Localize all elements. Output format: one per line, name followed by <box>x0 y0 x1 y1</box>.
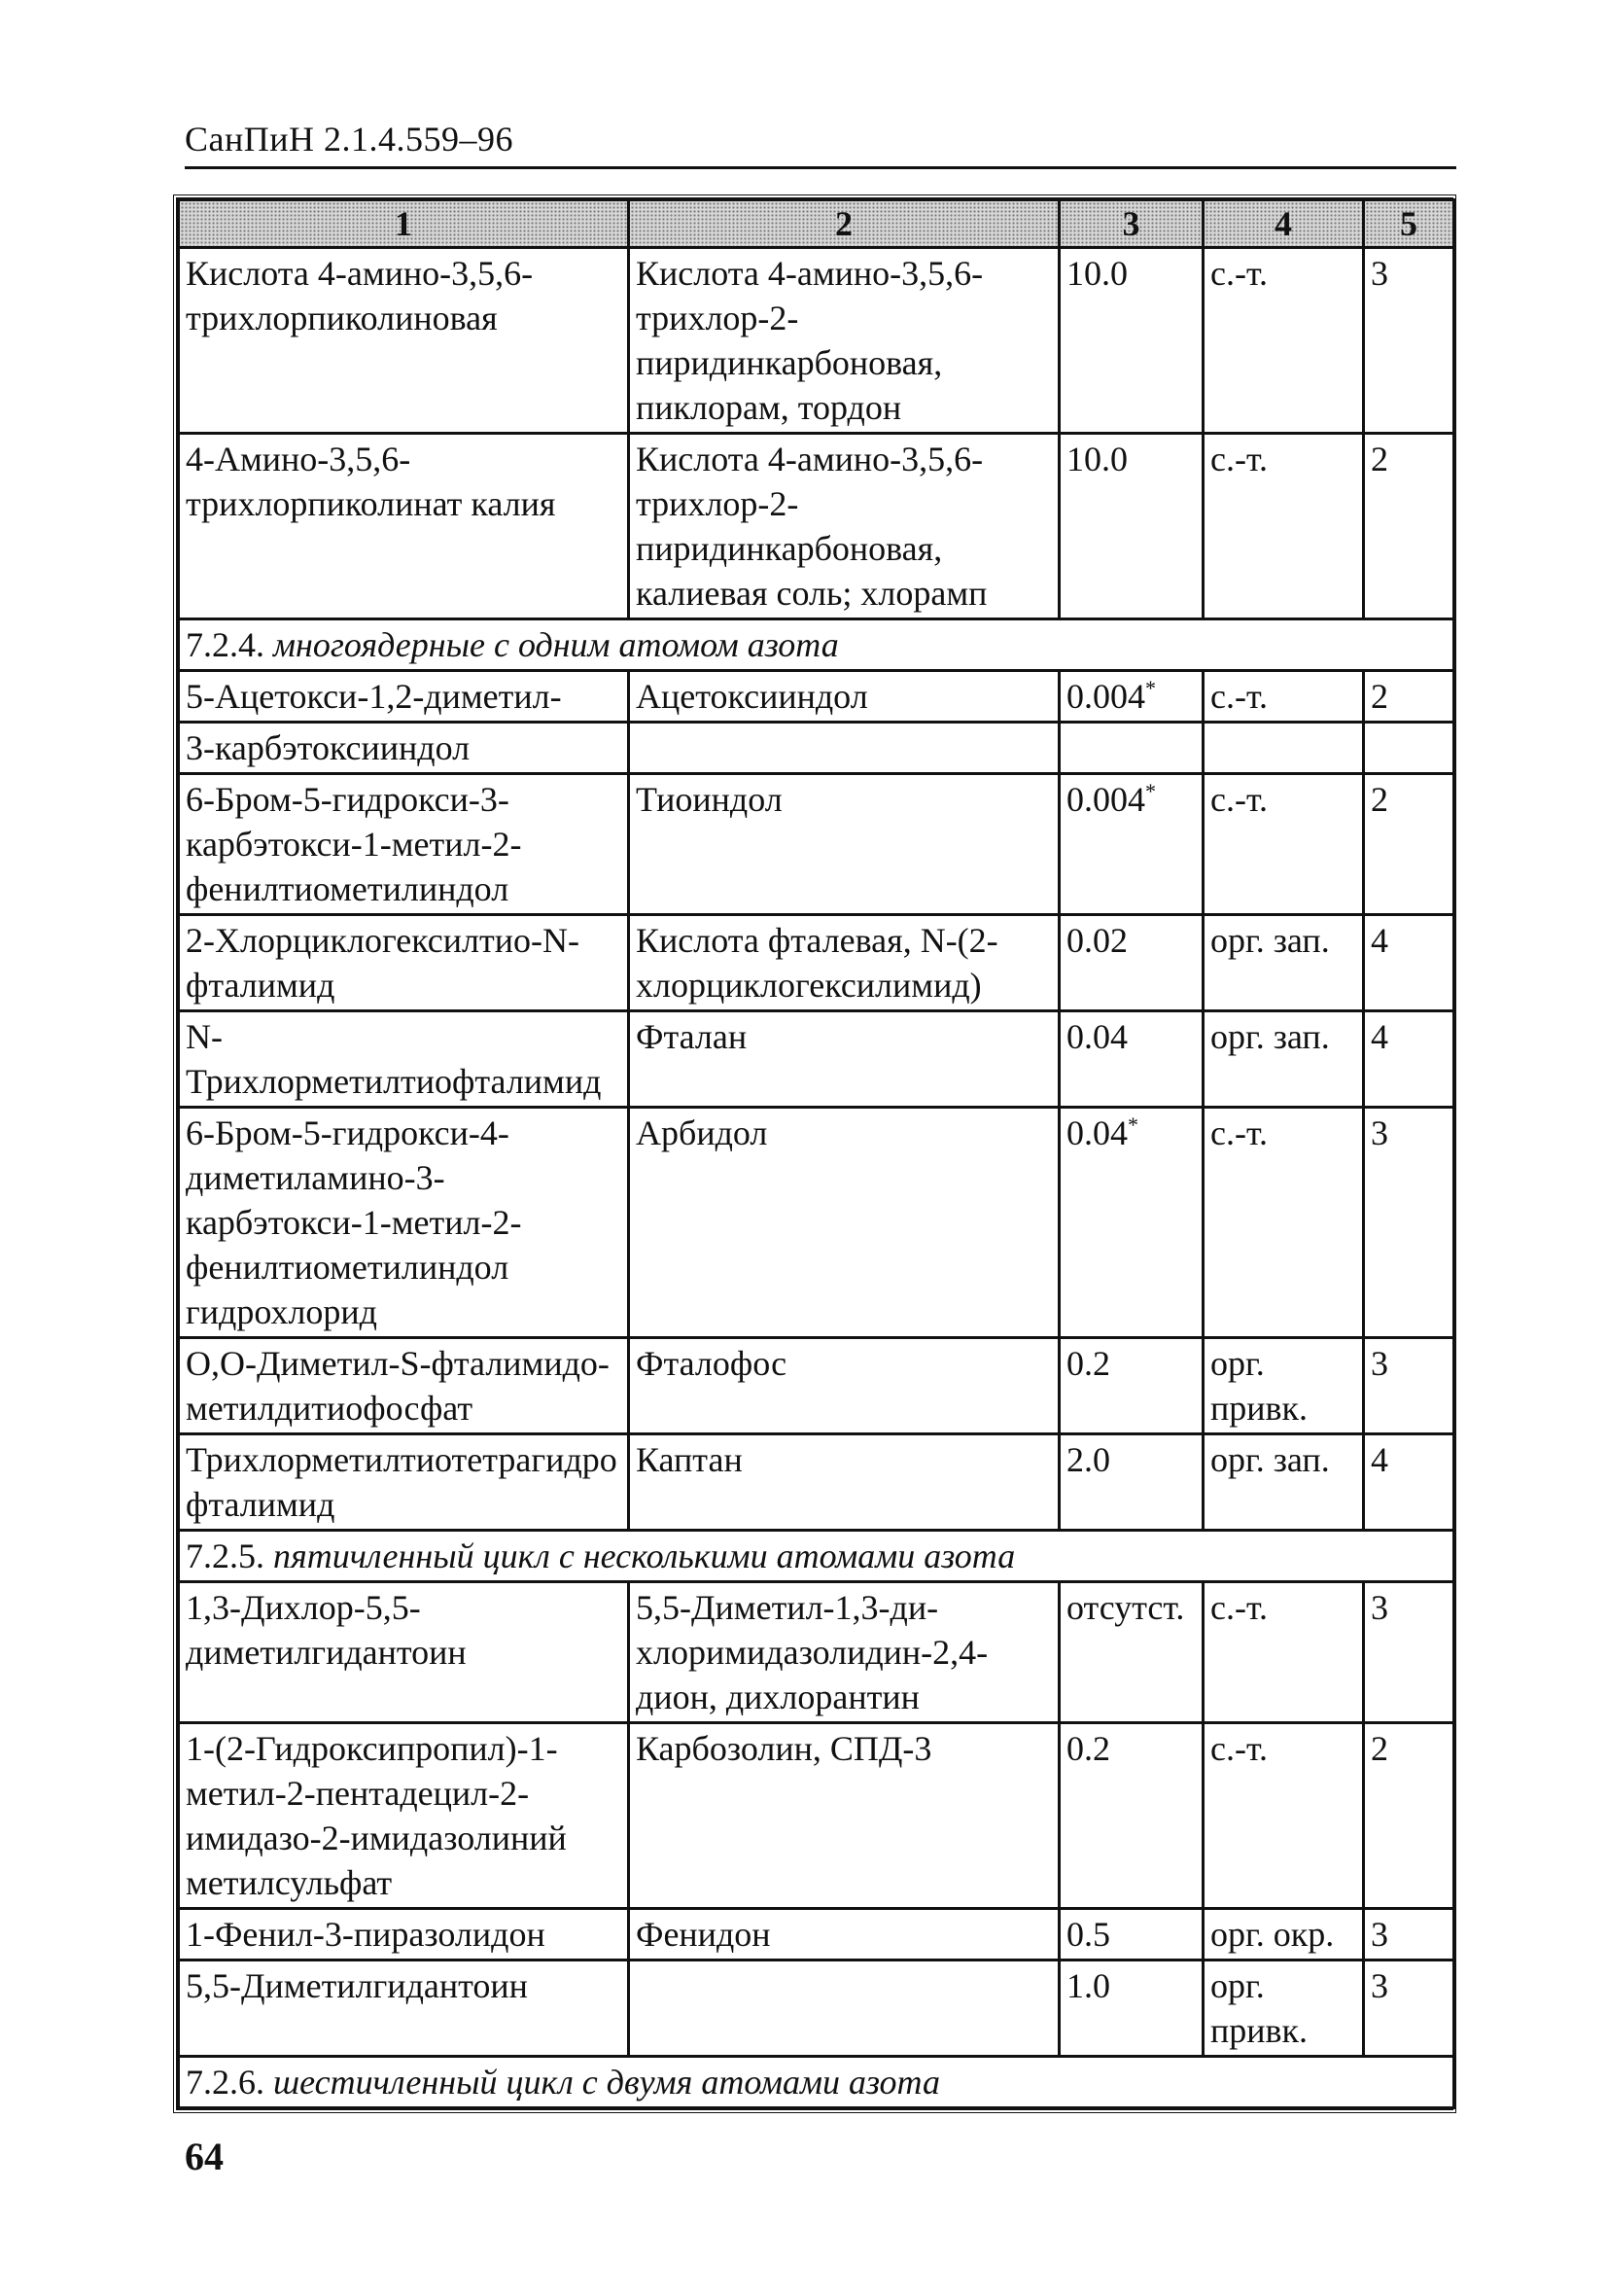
value-cell <box>1060 1434 1204 1531</box>
value-footnote-mark: * <box>1145 779 1156 803</box>
value-cell-text: 1.0 <box>1066 1966 1110 2005</box>
value-cell-text: 0.5 <box>1066 1915 1110 1954</box>
hazard-class-cell-text: 4 <box>1371 1440 1388 1479</box>
synonyms-cell <box>629 774 1060 915</box>
indicator-cell-text: с.-т. <box>1210 1588 1268 1627</box>
value-cell <box>1060 248 1204 434</box>
table-row <box>179 1338 1454 1434</box>
substance-name-cell-text: 1-(2-Гидроксипропил)-1-метил-2-пентадецил-2-имидазо-2-имидазолиний метилсульфат <box>186 1729 567 1902</box>
table-row <box>179 915 1454 1011</box>
synonyms-cell-text: Кислота фталевая, N-(2-хлорциклогексилимид) <box>636 921 998 1005</box>
indicator-cell <box>1204 1909 1364 1960</box>
indicator-cell-text: орг. зап. <box>1210 1017 1330 1056</box>
synonyms-cell-text: Ацетоксииндол <box>636 677 868 716</box>
section-header-row <box>179 1531 1454 1582</box>
section-header-row <box>179 2057 1454 2108</box>
table-row <box>179 1011 1454 1108</box>
indicator-cell-text: орг. зап. <box>1210 1440 1330 1479</box>
column-header-2: 2 <box>629 200 1060 248</box>
synonyms-cell-text: Фталофос <box>636 1344 787 1383</box>
value-footnote-mark: * <box>1145 676 1156 700</box>
indicator-cell-text: с.-т. <box>1210 1113 1268 1152</box>
indicator-cell-text: орг. привк. <box>1210 1344 1309 1428</box>
value-cell <box>1060 723 1204 774</box>
hazard-class-cell-text: 3 <box>1371 1344 1388 1383</box>
column-header-4: 4 <box>1204 200 1364 248</box>
substance-name-cell <box>179 1960 629 2057</box>
hazard-class-cell-text: 3 <box>1371 1588 1388 1627</box>
synonyms-cell-text: Кислота 4-амино-3,5,6-трихлор-2-пиридинкарбоновая, пиклорам, тордон <box>636 254 984 427</box>
hazard-class-cell-text: 4 <box>1371 1017 1388 1056</box>
page-header: СанПиН 2.1.4.559–96 <box>185 120 514 159</box>
value-cell <box>1060 774 1204 915</box>
synonyms-cell-text: Арбидол <box>636 1113 768 1152</box>
value-cell-text: отсутст. <box>1066 1588 1185 1627</box>
indicator-cell <box>1204 248 1364 434</box>
hazard-class-cell-text: 3 <box>1371 1966 1388 2005</box>
substance-name-cell-text: 6-Бром-5-гидрокси-4-диметиламино-3-карбэтокси-1-метил-2-фенилтиометилиндол гидрохлорид <box>186 1113 522 1331</box>
indicator-cell <box>1204 915 1364 1011</box>
hazard-class-cell-text: 2 <box>1371 1729 1388 1768</box>
synonyms-cell <box>629 1011 1060 1108</box>
table-row <box>179 723 1454 774</box>
value-cell <box>1060 1338 1204 1434</box>
substance-name-cell <box>179 1434 629 1531</box>
indicator-cell <box>1204 1338 1364 1434</box>
synonyms-cell <box>629 671 1060 723</box>
hazard-class-cell-text: 3 <box>1371 1113 1388 1152</box>
synonyms-cell-text: 5,5-Диметил-1,3-ди- хлоримидазолидин-2,4- дион, дихлорантин <box>636 1588 989 1716</box>
substance-name-cell-text: О,О-Диметил-S-фталимидо- метилдитиофосфат <box>186 1344 610 1428</box>
substance-name-cell-text: 3-карбэтоксииндол <box>186 728 471 767</box>
value-cell <box>1060 434 1204 619</box>
section-title-text: пятичленный цикл с несколькими атомами азота <box>273 1537 1016 1575</box>
column-header-5: 5 <box>1364 200 1454 248</box>
section-title-text: многоядерные с одним атомом азота <box>273 625 839 664</box>
section-title <box>179 2057 1454 2108</box>
value-cell-text: 0.2 <box>1066 1729 1110 1768</box>
indicator-cell-text: орг. привк. <box>1210 1966 1309 2050</box>
substance-name-cell <box>179 1582 629 1723</box>
table-row <box>179 248 1454 434</box>
substance-name-cell-text: Кислота 4-амино-3,5,6-трихлорпиколиновая <box>186 254 534 337</box>
synonyms-cell <box>629 1582 1060 1723</box>
section-number: 7.2.6. <box>186 2063 264 2102</box>
value-cell-text: 2.0 <box>1066 1440 1110 1479</box>
synonyms-cell <box>629 723 1060 774</box>
value-cell-text: 0.04 <box>1066 1017 1128 1056</box>
indicator-cell <box>1204 434 1364 619</box>
table-row <box>179 774 1454 915</box>
hazard-class-cell <box>1364 1909 1454 1960</box>
section-header-row <box>179 619 1454 671</box>
hazard-class-cell <box>1364 1108 1454 1338</box>
substance-name-cell <box>179 723 629 774</box>
substance-name-cell <box>179 248 629 434</box>
value-cell <box>1060 1582 1204 1723</box>
section-number: 7.2.4. <box>186 625 264 664</box>
column-header-3: 3 <box>1060 200 1204 248</box>
substance-name-cell <box>179 1108 629 1338</box>
substance-name-cell-text: 1,3-Дихлор-5,5-диметилгидантоин <box>186 1588 467 1672</box>
table-row <box>179 1434 1454 1531</box>
value-cell-text: 0.2 <box>1066 1344 1110 1383</box>
substance-name-cell-text: N-Трихлорметилтиофталимид <box>186 1017 602 1101</box>
synonyms-cell <box>629 1108 1060 1338</box>
table-row <box>179 434 1454 619</box>
indicator-cell <box>1204 671 1364 723</box>
hazard-class-cell <box>1364 915 1454 1011</box>
value-cell-text: 0.004 <box>1066 677 1145 716</box>
indicator-cell-text: орг. зап. <box>1210 921 1330 960</box>
indicator-cell <box>1204 1011 1364 1108</box>
substance-name-cell-text: 6-Бром-5-гидрокси-3-карбэтокси-1-метил-2-фенилтиометилиндол <box>186 780 522 908</box>
hazard-class-cell <box>1364 1338 1454 1434</box>
indicator-cell-text: с.-т. <box>1210 780 1268 819</box>
substance-name-cell-text: 1-Фенил-3-пиразолидон <box>186 1915 545 1954</box>
table-body <box>179 248 1454 2108</box>
value-cell-text: 0.004 <box>1066 780 1145 819</box>
hazard-class-cell <box>1364 1960 1454 2057</box>
table-row <box>179 1909 1454 1960</box>
substance-name-cell <box>179 1338 629 1434</box>
hazard-class-cell <box>1364 774 1454 915</box>
hazard-class-cell-text: 2 <box>1371 780 1388 819</box>
hazard-class-cell <box>1364 1582 1454 1723</box>
synonyms-cell <box>629 1723 1060 1909</box>
substance-name-cell-text: Трихлорметилтиотетрагидрофталимид <box>186 1440 617 1524</box>
table-row <box>179 1582 1454 1723</box>
synonyms-cell-text: Каптан <box>636 1440 743 1479</box>
hazard-class-cell-text: 3 <box>1371 1915 1388 1954</box>
hazard-class-cell <box>1364 1011 1454 1108</box>
synonyms-cell <box>629 915 1060 1011</box>
hazard-class-cell <box>1364 434 1454 619</box>
value-cell <box>1060 1011 1204 1108</box>
substance-name-cell-text: 4-Амино-3,5,6-трихлорпиколинат калия <box>186 440 556 523</box>
value-cell <box>1060 1723 1204 1909</box>
value-cell <box>1060 1108 1204 1338</box>
synonyms-cell <box>629 1909 1060 1960</box>
hazard-class-cell-text: 3 <box>1371 254 1388 293</box>
section-title <box>179 619 1454 671</box>
indicator-cell-text: с.-т. <box>1210 254 1268 293</box>
indicator-cell <box>1204 723 1364 774</box>
synonyms-cell <box>629 1338 1060 1434</box>
substance-name-cell <box>179 1011 629 1108</box>
hazard-class-cell-text: 4 <box>1371 921 1388 960</box>
synonyms-cell-text: Фенидон <box>636 1915 771 1954</box>
indicator-cell <box>1204 1582 1364 1723</box>
section-number: 7.2.5. <box>186 1537 264 1575</box>
indicator-cell-text: орг. окр. <box>1210 1915 1335 1954</box>
hazard-class-cell <box>1364 1434 1454 1531</box>
value-cell <box>1060 915 1204 1011</box>
indicator-cell <box>1204 1108 1364 1338</box>
synonyms-cell <box>629 434 1060 619</box>
value-cell-text: 0.04 <box>1066 1113 1128 1152</box>
substance-name-cell <box>179 671 629 723</box>
substance-name-cell-text: 5-Ацетокси-1,2-диметил- <box>186 677 562 716</box>
indicator-cell <box>1204 1723 1364 1909</box>
substance-name-cell <box>179 774 629 915</box>
column-header-1: 1 <box>179 200 629 248</box>
substance-name-cell <box>179 434 629 619</box>
value-cell-text: 0.02 <box>1066 921 1128 960</box>
hazard-class-cell-text: 2 <box>1371 440 1388 478</box>
synonyms-cell-text: Фталан <box>636 1017 748 1056</box>
synonyms-cell <box>629 1960 1060 2057</box>
synonyms-cell <box>629 248 1060 434</box>
table-row <box>179 1960 1454 2057</box>
value-cell <box>1060 671 1204 723</box>
value-cell <box>1060 1960 1204 2057</box>
indicator-cell <box>1204 1434 1364 1531</box>
value-cell-text: 10.0 <box>1066 440 1128 478</box>
column-number-row <box>179 200 1454 248</box>
substance-name-cell <box>179 1723 629 1909</box>
value-cell <box>1060 1909 1204 1960</box>
substance-name-cell-text: 2-Хлорциклогексилтио-N-фталимид <box>186 921 579 1005</box>
indicator-cell <box>1204 1960 1364 2057</box>
substances-table-frame <box>173 194 1456 2113</box>
page-number: 64 <box>185 2135 224 2178</box>
synonyms-cell <box>629 1434 1060 1531</box>
synonyms-cell-text: Тиоиндол <box>636 780 783 819</box>
section-title <box>179 1531 1454 1582</box>
indicator-cell-text: с.-т. <box>1210 440 1268 478</box>
indicator-cell-text: с.-т. <box>1210 677 1268 716</box>
header-rule <box>185 166 1456 169</box>
hazard-class-cell <box>1364 671 1454 723</box>
section-title-text: шестичленный цикл с двумя атомами азота <box>273 2063 940 2102</box>
synonyms-cell-text: Кислота 4-амино-3,5,6-трихлор-2-пиридинкарбоновая, калиевая соль; хлорамп <box>636 440 988 613</box>
indicator-cell <box>1204 774 1364 915</box>
value-cell-text: 10.0 <box>1066 254 1128 293</box>
hazard-class-cell <box>1364 723 1454 774</box>
hazard-class-cell-text: 2 <box>1371 677 1388 716</box>
substance-name-cell <box>179 915 629 1011</box>
hazard-class-cell <box>1364 248 1454 434</box>
table-row <box>179 1723 1454 1909</box>
substance-name-cell <box>179 1909 629 1960</box>
synonyms-cell-text: Карбозолин, СПД-3 <box>636 1729 932 1768</box>
table-row <box>179 671 1454 723</box>
value-footnote-mark: * <box>1128 1113 1138 1137</box>
substance-name-cell-text: 5,5-Диметилгидантоин <box>186 1966 528 2005</box>
substances-table <box>177 198 1455 2109</box>
hazard-class-cell <box>1364 1723 1454 1909</box>
table-row <box>179 1108 1454 1338</box>
indicator-cell-text: с.-т. <box>1210 1729 1268 1768</box>
